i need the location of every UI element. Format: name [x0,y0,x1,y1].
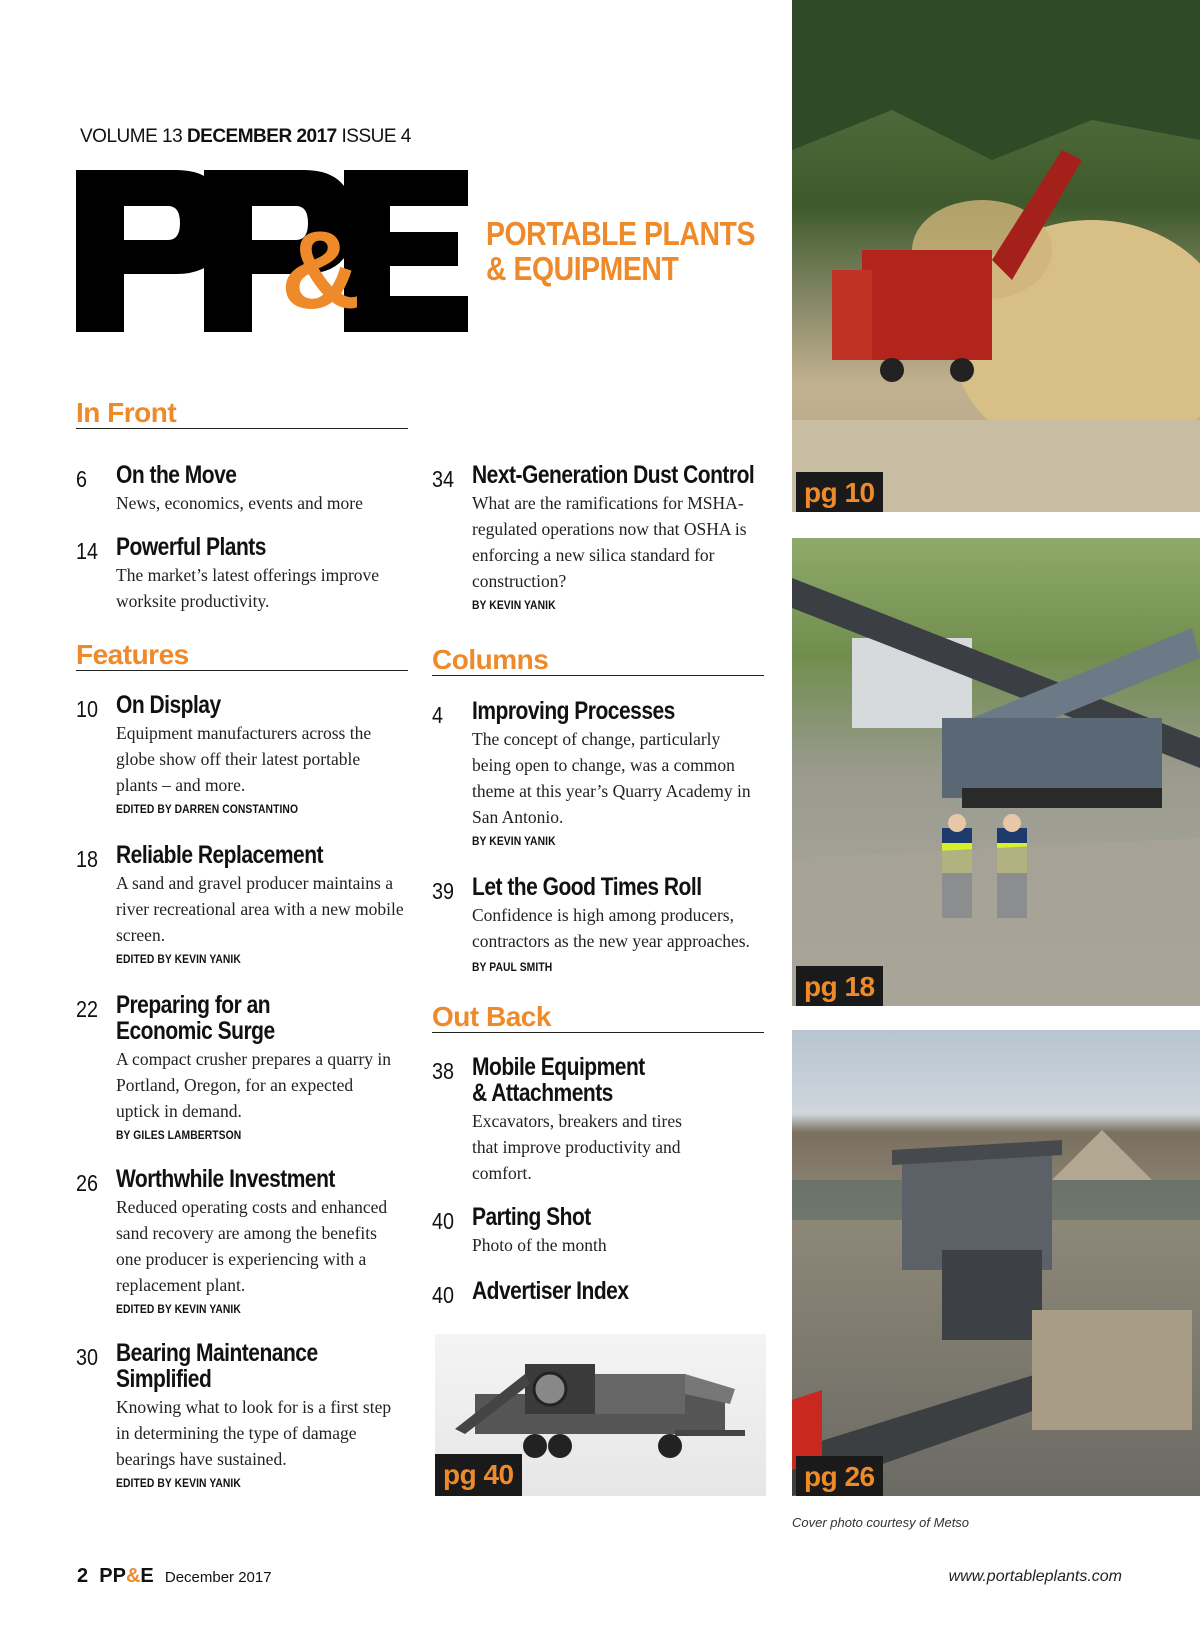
photo-pg18[interactable] [792,538,1200,1006]
volume-line: VOLUME 13 DECEMBER 2017 ISSUE 4 [80,126,411,147]
photo-pg26[interactable] [792,1030,1200,1496]
toc-entry-mobile-equipment[interactable] [432,1054,772,1184]
entry-byline: BY KEVIN YANIK [472,834,556,848]
tagline: PORTABLE PLANTS & EQUIPMENT [486,215,755,287]
page-number: 4 [432,702,444,728]
entry-byline: BY GILES LAMBERTSON [116,1128,242,1142]
entry-title-line2: Simplified [116,1365,212,1393]
footer-page-number: 2 [77,1565,89,1587]
section-out-back: Out Back [432,1002,764,1033]
entry-description: Equipment manufacturers across the globe show off their latest portable plants – and more. [116,723,372,795]
section-features: Features [76,640,408,671]
entry-title: Powerful Plants [116,533,266,561]
entry-byline: BY KEVIN YANIK [472,598,556,612]
entry-title: On Display [116,691,221,719]
entry-description: A compact crusher prepares a quarry in Portland, Oregon, for an expected uptick in demand. [116,1049,392,1121]
page-number: 10 [76,696,99,722]
screen-plant-scene [792,538,1200,1006]
entry-description: What are the ramifications for MSHA-regulated operations now that OSHA is enforcing a new silica standard for construction? [472,493,747,591]
page-badge: pg 18 [796,966,883,1006]
entry-description: The market’s latest offerings improve worksite productivity. [116,565,380,611]
entry-title: Improving Processes [472,697,675,725]
entry-title: Next-Generation Dust Control [472,461,755,489]
toc-entry-on-the-move[interactable] [76,462,406,542]
section-in-front: In Front [76,398,408,429]
toc-entry-improving-processes[interactable] [432,698,772,858]
toc-entry-good-times-roll[interactable] [432,874,772,984]
entry-byline: EDITED BY DARREN CONSTANTINO [116,802,299,816]
page-number: 38 [432,1058,455,1084]
entry-title-line2: Economic Surge [116,1017,275,1045]
entry-title-line1: Bearing Maintenance [116,1339,318,1367]
entry-title: Advertiser Index [472,1277,629,1305]
footer-url[interactable]: www.portableplants.com [948,1568,1122,1585]
toc-entry-economic-surge[interactable] [76,992,406,1142]
footer-brand-e: E [140,1565,154,1587]
page-number: 18 [76,846,99,872]
photo-pg10[interactable] [792,0,1200,512]
toc-entry-reliable-replacement[interactable] [76,842,406,972]
footer-folio [77,1565,272,1588]
entry-title: Let the Good Times Roll [472,873,702,901]
entry-description: News, economics, events and more [116,493,363,513]
toc-entry-on-display[interactable] [76,692,406,822]
entry-description: Photo of the month [472,1235,607,1255]
toc-entry-powerful-plants[interactable] [76,534,406,614]
entry-description: The concept of change, particularly being open to change, was a common theme at this year’s Quarry Academy in San Antonio. [472,729,751,827]
entry-byline: EDITED BY KEVIN YANIK [116,1302,241,1316]
entry-title-line2: & Attachments [472,1079,613,1107]
entry-description: Excavators, breakers and tires that improve productivity and comfort. [472,1111,682,1183]
page-number: 39 [432,878,455,904]
section-columns: Columns [432,645,764,676]
quarry-plant-scene [792,1030,1200,1496]
svg-text:&: & [281,209,361,332]
page-number: 6 [76,466,88,492]
page-number: 30 [76,1344,99,1370]
footer-brand-amp: & [125,1565,141,1587]
toc-entry-dust-control[interactable] [432,462,772,622]
page-number: 26 [76,1170,99,1196]
page-badge: pg 10 [796,472,883,512]
cover-photo-caption: Cover photo courtesy of Metso [792,1515,970,1530]
entry-description: A sand and gravel producer maintains a river recreational area with a new mobile screen. [116,873,404,945]
page-badge: pg 40 [435,1454,522,1496]
entry-title: On the Move [116,461,237,489]
entry-title-line1: Mobile Equipment [472,1053,645,1081]
entry-title: Reliable Replacement [116,841,324,869]
page-number: 22 [76,996,99,1022]
entry-byline: EDITED BY KEVIN YANIK [116,952,241,966]
photo-pg40[interactable] [435,1334,766,1496]
ppe-logo [76,170,476,332]
entry-title: Worthwhile Investment [116,1165,335,1193]
page-number: 34 [432,466,455,492]
toc-entry-advertiser-index[interactable] [432,1278,772,1312]
page-number: 14 [76,538,99,564]
entry-description: Reduced operating costs and enhanced sand recovery are among the benefits one producer is experiencing with a replacement plant. [116,1197,388,1295]
footer-brand-pp: PP [99,1565,126,1587]
toc-entry-bearing-maintenance[interactable] [76,1340,406,1500]
entry-description: Confidence is high among producers, contractors as the new year approaches. [472,905,750,951]
entry-byline: BY PAUL SMITH [472,960,553,974]
toc-entry-worthwhile-investment[interactable] [76,1166,406,1316]
footer-date: December 2017 [164,1569,272,1586]
page-badge: pg 26 [796,1456,883,1496]
entry-description: Knowing what to look for is a first step in determining the type of damage bearings have sustained. [116,1397,392,1469]
toc-entry-parting-shot[interactable] [432,1204,772,1264]
page-number: 40 [432,1208,455,1234]
grinder-scene [792,0,1200,512]
entry-title: Parting Shot [472,1203,591,1231]
entry-byline: EDITED BY KEVIN YANIK [116,1476,241,1490]
entry-title-line1: Preparing for an [116,991,271,1019]
page-number: 40 [432,1282,455,1308]
